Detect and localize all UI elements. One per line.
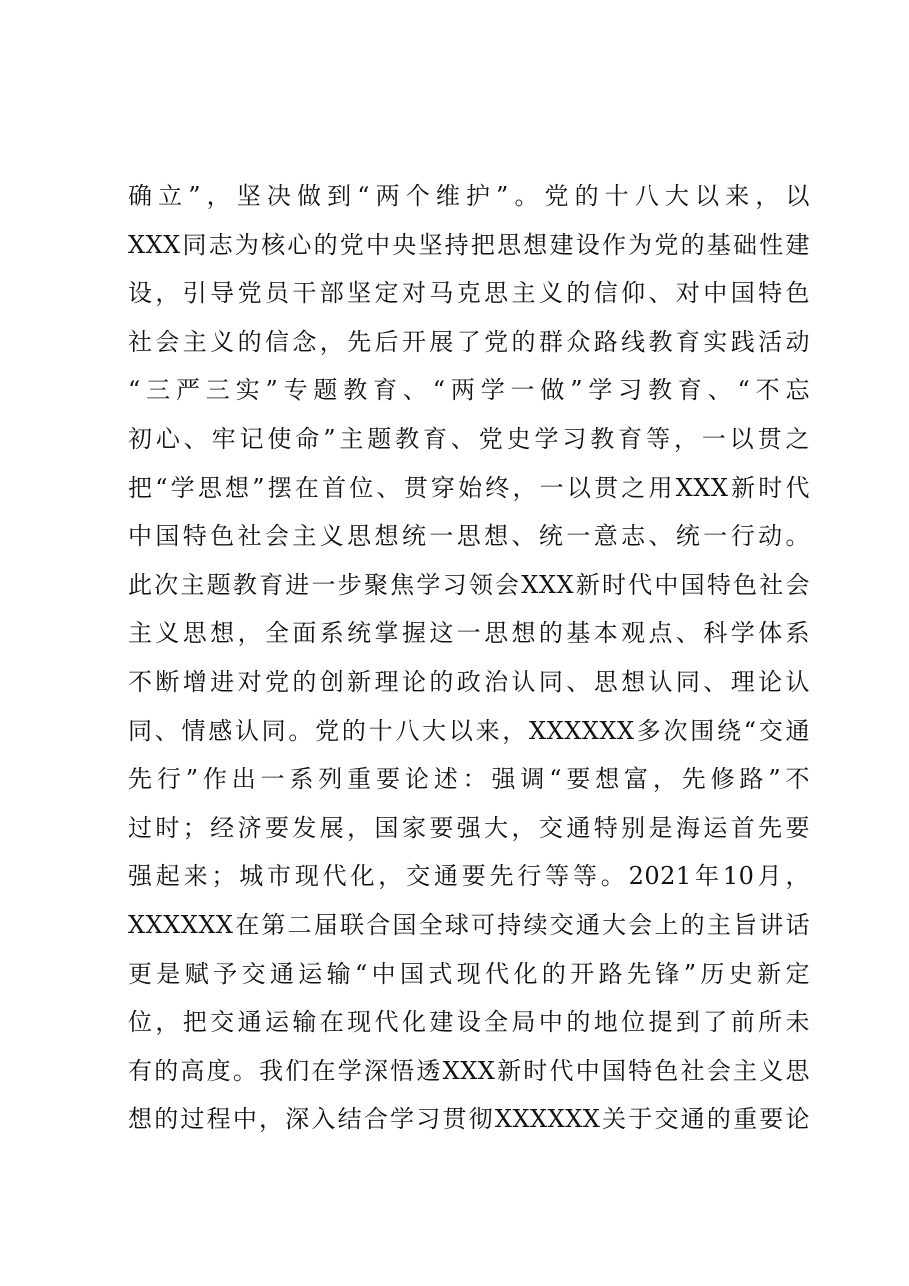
text-line: 位，把交通运输在现代化建设全局中的地位提到了前所未 xyxy=(128,1008,810,1037)
text-line: 不断增进对党的创新理论的政治认同、思想认同、理论认 xyxy=(128,667,810,696)
text-line: 初心、牢记使命”主题教育、党史学习教育等，一以贯之 xyxy=(128,424,810,453)
text-line: 有的高度。我们在学深悟透XXX新时代中国特色社会主义思 xyxy=(128,1056,810,1085)
text-line: 强起来；城市现代化，交通要先行等等。2021年10月， xyxy=(128,862,810,891)
text-line: 把“学思想”摆在首位、贯穿始终，一以贯之用XXX新时代 xyxy=(128,473,810,502)
text-line: 想的过程中，深入结合学习贯彻XXXXXX关于交通的重要论 xyxy=(128,1105,810,1134)
text-line: 主义思想，全面系统掌握这一思想的基本观点、科学体系 xyxy=(128,619,810,648)
text-line: 过时；经济要发展，国家要强大，交通特别是海运首先要 xyxy=(128,813,810,842)
text-line: 此次主题教育进一步聚焦学习领会XXX新时代中国特色社会 xyxy=(128,570,810,599)
text-line: 社会主义的信念，先后开展了党的群众路线教育实践活动 xyxy=(128,327,810,356)
text-line: 同、情感认同。党的十八大以来，XXXXXX多次围绕“交通 xyxy=(128,716,810,745)
text-line: 确立”，坚决做到“两个维护”。党的十八大以来，以 xyxy=(128,182,810,210)
text-line: 设，引导党员干部坚定对马克思主义的信仰、对中国特色 xyxy=(128,279,810,308)
text-line: XXXXXX在第二届联合国全球可持续交通大会上的主旨讲话 xyxy=(128,910,810,939)
body-paragraph xyxy=(128,172,810,1144)
text-line: 先行”作出一系列重要论述：强调“要想富，先修路”不 xyxy=(128,765,810,794)
text-line: 中国特色社会主义思想统一思想、统一意志、统一行动。 xyxy=(128,522,810,551)
text-line: “三严三实”专题教育、“两学一做”学习教育、“不忘 xyxy=(128,376,810,405)
text-line: 更是赋予交通运输“中国式现代化的开路先锋”历史新定 xyxy=(128,959,810,988)
text-line: XXX同志为核心的党中央坚持把思想建设作为党的基础性建 xyxy=(128,230,810,259)
